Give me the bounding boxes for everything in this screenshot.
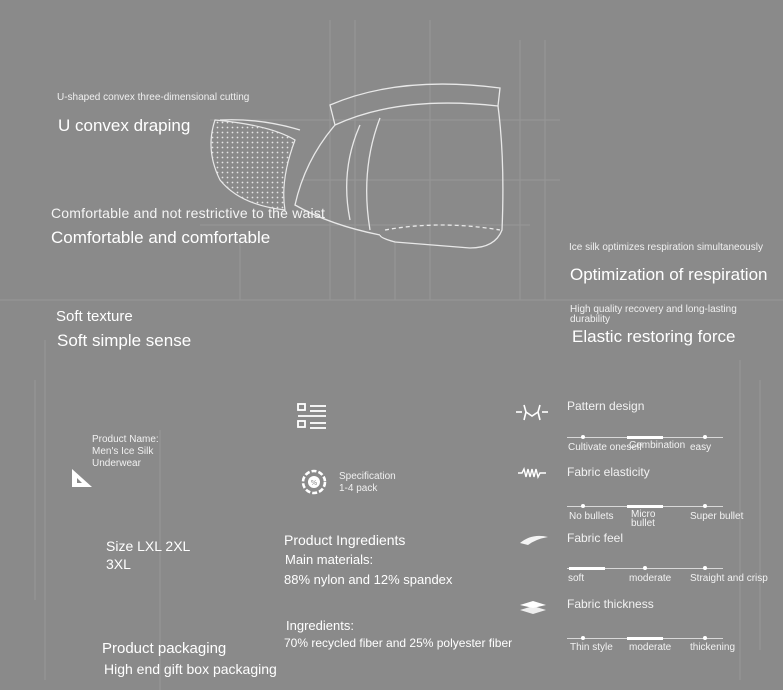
- ingredients-label: Ingredients:: [286, 618, 354, 633]
- feather-icon: [518, 533, 550, 547]
- pattern-scale: [567, 436, 727, 438]
- product-size: Size LXL 2XL 3XL: [106, 538, 190, 572]
- elastic-title: Elastic restoring force: [572, 327, 736, 346]
- thickness-label-2: thickening: [690, 642, 736, 653]
- elasticity-label-2: Super bullet: [690, 511, 744, 522]
- attribute-title-thickness: Fabric thickness: [567, 597, 654, 611]
- attribute-title-elasticity: Fabric elasticity: [567, 465, 650, 479]
- u-convex-title: U convex draping: [58, 116, 191, 135]
- thickness-scale: [567, 637, 727, 639]
- pattern-label-1: Combination: [629, 440, 686, 451]
- product-spec: Specification 1-4 pack: [339, 471, 396, 494]
- packaging-value: High end gift box packaging: [104, 661, 277, 677]
- feel-label-0: soft: [568, 573, 585, 584]
- svg-text:%: %: [310, 479, 318, 487]
- elasticity-icon: [516, 466, 548, 480]
- elasticity-label-1: Micro bullet: [631, 509, 656, 529]
- ingredients-title: Product Ingredients: [284, 532, 406, 548]
- elasticity-scale: [567, 505, 727, 507]
- elasticity-label-0: No bullets: [569, 511, 614, 522]
- main-materials-label: Main materials:: [285, 552, 374, 567]
- attribute-title-pattern: Pattern design: [567, 399, 645, 413]
- respiration-subtitle: Ice silk optimizes respiration simultaneously: [569, 242, 763, 253]
- product-name: Product Name: Men's Ice Silk Underwear: [92, 434, 159, 469]
- thickness-label-1: moderate: [629, 642, 672, 653]
- soft-title: Soft simple sense: [57, 331, 192, 350]
- u-convex-subtitle: U-shaped convex three-dimensional cutting: [57, 92, 250, 103]
- feel-label-2: Straight and crisp: [690, 573, 768, 584]
- percent-icon: [300, 468, 328, 496]
- packaging-title: Product packaging: [102, 640, 227, 657]
- soft-subtitle: Soft texture: [56, 308, 133, 325]
- ruler-icon: [70, 467, 96, 489]
- feel-scale: [567, 567, 727, 569]
- pattern-label-0: Cultivate oneself: [568, 442, 642, 453]
- list-icon: [296, 402, 328, 432]
- pattern-label-2: easy: [690, 442, 712, 453]
- pattern-icon: [514, 401, 550, 423]
- main-materials-value: 88% nylon and 12% spandex: [284, 572, 453, 587]
- feel-label-1: moderate: [629, 573, 672, 584]
- comfort-subtitle: Comfortable and not restrictive to the waist: [51, 205, 326, 221]
- thickness-label-0: Thin style: [570, 642, 613, 653]
- respiration-title: Optimization of respiration: [570, 265, 768, 284]
- ingredients-value: 70% recycled fiber and 25% polyester fiber: [284, 636, 513, 650]
- comfort-title: Comfortable and comfortable: [51, 228, 271, 247]
- layers-icon: [518, 600, 548, 616]
- elastic-subtitle: High quality recovery and long-lasting durability: [570, 304, 737, 325]
- attribute-title-feel: Fabric feel: [567, 531, 624, 545]
